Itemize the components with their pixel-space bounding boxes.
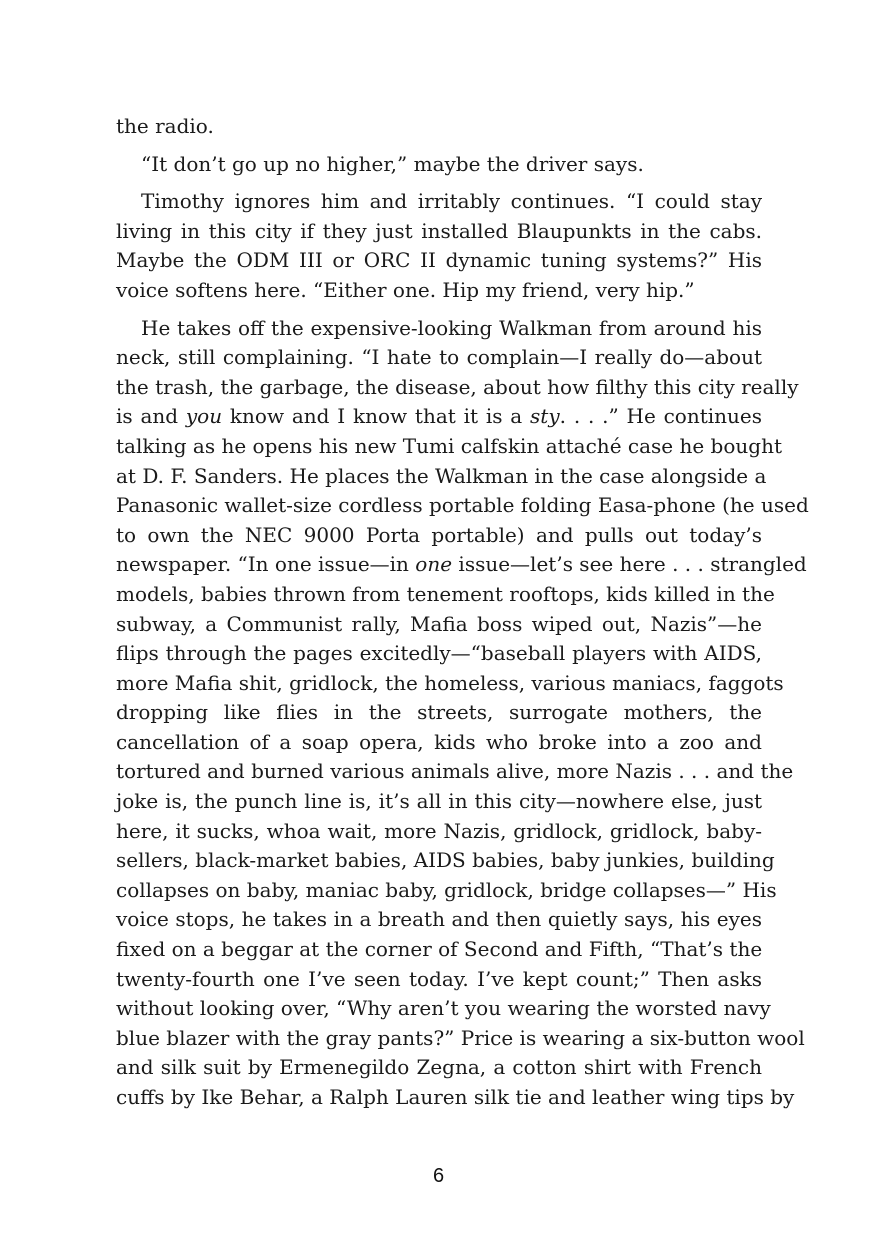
text-line: Maybe the ODM III or ORC II dynamic tuning systems?” His — [116, 248, 762, 273]
text-line: flips through the pages excitedly—“baseball players with AIDS, — [116, 641, 762, 666]
text-line: cuffs by Ike Behar, a Ralph Lauren silk tie and leather wing tips by — [116, 1085, 795, 1109]
paragraph — [116, 187, 762, 305]
text-line: twenty-fourth one I’ve seen today. I’ve kept count;” Then asks — [116, 966, 762, 991]
text-line: and silk suit by Ermenegildo Zegna, a cotton shirt with French — [116, 1055, 762, 1080]
text-line: newspaper. “In one issue—in one issue—let’s see here . . . strangled — [116, 552, 807, 577]
text-line: collapses on baby, maniac baby, gridlock, bridge collapses—” His — [116, 877, 777, 902]
text-line: talking as he opens his new Tumi calfskin attaché case he bought — [116, 433, 782, 458]
italic-word: you — [185, 404, 223, 429]
text-line: without looking over, “Why aren’t you wearing the worsted navy — [116, 996, 771, 1021]
text-line: the radio. — [116, 114, 214, 138]
text-line: voice softens here. “Either one. Hip my friend, very hip.” — [116, 277, 695, 302]
text-line: is and you know and I know that it is a sty. . . .” He continues — [116, 404, 763, 429]
text-line: here, it sucks, whoa wait, more Nazis, gridlock, gridlock, baby- — [116, 818, 762, 843]
text-line: dropping like flies in the streets, surrogate mothers, the — [116, 700, 762, 725]
text-line: subway, a Communist rally, Mafia boss wiped out, Nazis”—he — [116, 611, 762, 636]
text-line: models, babies thrown from tenement rooftops, kids killed in the — [116, 581, 775, 606]
paragraph — [116, 314, 809, 1113]
italic-word: sty — [530, 404, 560, 429]
text-line: “It don’t go up no higher,” maybe the driver says. — [141, 151, 644, 176]
text-line: cancellation of a soap opera, kids who broke into a zoo and — [116, 729, 762, 754]
text-line: He takes off the expensive-looking Walkman from around his — [141, 315, 762, 340]
text-line: living in this city if they just installed Blaupunkts in the cabs. — [116, 218, 762, 243]
page-number: 6 — [432, 1165, 445, 1187]
text-line: to own the NEC 9000 Porta portable) and pulls out today’s — [116, 522, 762, 547]
paragraph — [116, 150, 762, 180]
text-line: voice stops, he takes in a breath and then quietly says, his eyes — [116, 907, 762, 932]
text-line: sellers, black-market babies, AIDS babies, baby junkies, building — [116, 848, 775, 873]
text-line: blue blazer with the gray pants?” Price is wearing a six-button wool — [116, 1025, 805, 1050]
text-line: more Mafia shit, gridlock, the homeless, various maniacs, faggots — [116, 670, 784, 695]
text-line: at D. F. Sanders. He places the Walkman in the case alongside a — [116, 463, 767, 488]
text-line: Panasonic wallet-size cordless portable folding Easa-phone (he used — [116, 493, 809, 518]
paragraph-gap — [116, 142, 762, 150]
text-line: tortured and burned various animals alive, more Nazis . . . and the — [116, 759, 794, 784]
text-line: fixed on a beggar at the corner of Second and Fifth, “That’s the — [116, 937, 763, 962]
body-text — [116, 112, 809, 1113]
paragraph-gap — [116, 306, 762, 314]
paragraph — [116, 112, 762, 142]
text-line: the trash, the garbage, the disease, about how filthy this city really — [116, 374, 799, 399]
text-line: neck, still complaining. “I hate to complain—I really do—about — [116, 345, 762, 370]
text-line: joke is, the punch line is, it’s all in this city—nowhere else, just — [116, 789, 762, 814]
text-line: Timothy ignores him and irritably continues. “I could stay — [141, 189, 762, 214]
italic-word: one — [415, 552, 453, 577]
paragraph-gap — [116, 179, 762, 187]
